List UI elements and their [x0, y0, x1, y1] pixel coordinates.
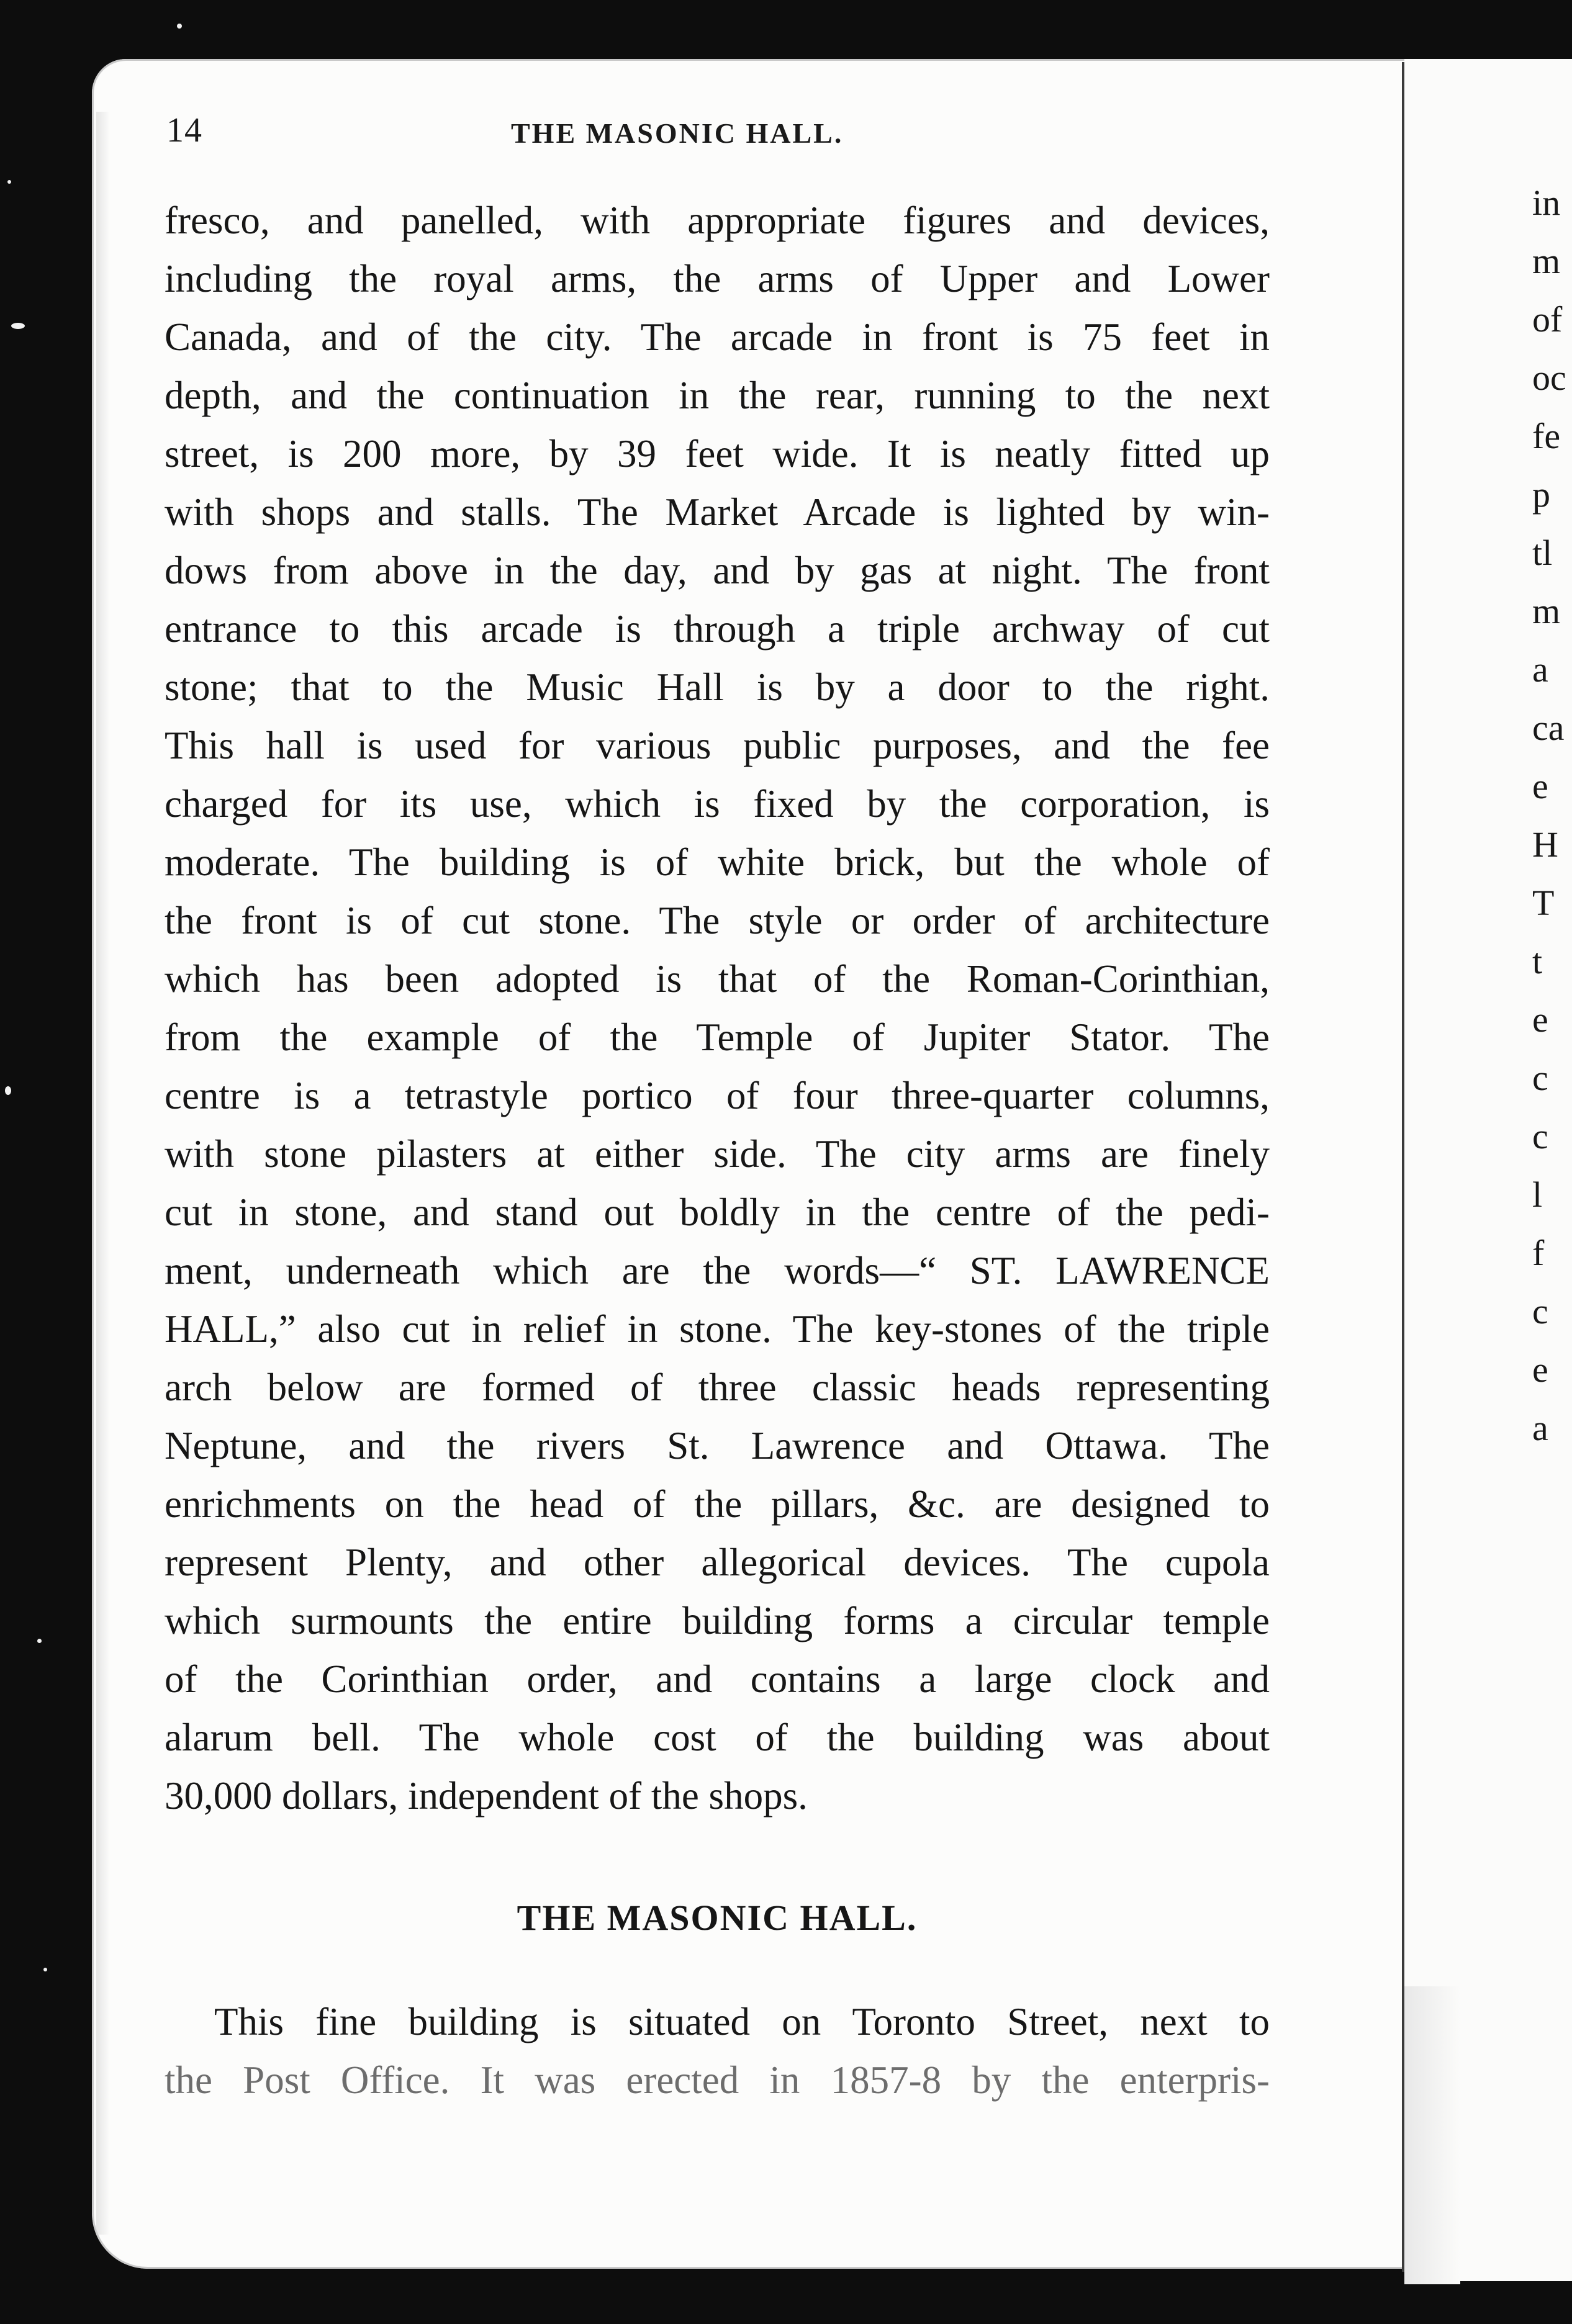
fragment-text: e [1532, 999, 1548, 1040]
fragment-text: in [1532, 182, 1561, 223]
text-line: enrichments on the head of the pillars, &c. are designed to [165, 1482, 1270, 1526]
text-line: from the example of the Temple of Jupiter Stator. The [165, 1016, 1270, 1059]
text-line: This hall is used for various public purposes, and the fee [165, 724, 1270, 767]
text-line: with shops and stalls. The Market Arcade is lighted by win- [165, 490, 1270, 534]
scan-speck [43, 1968, 47, 1971]
paragraph-masonic-hall [165, 1993, 1270, 2109]
fragment-text: e [1532, 1349, 1548, 1390]
fragment-text: oc [1532, 358, 1566, 398]
facing-page-text-fragments [1532, 174, 1572, 1457]
text-line: This fine building is situated on Toronto Street, next to [214, 2000, 1270, 2043]
fragment-text: c [1532, 1116, 1548, 1156]
text-line: including the royal arms, the arms of Upper and Lower [165, 257, 1270, 300]
text-line: arch below are formed of three classic heads representing [165, 1366, 1270, 1409]
facing-page-edge [1404, 1986, 1460, 2284]
book-gutter [1402, 62, 1404, 2272]
fragment-text: f [1532, 1233, 1545, 1273]
scan-speck [11, 323, 25, 329]
fragment-text: tl [1532, 533, 1553, 573]
running-head-title: THE MASONIC HALL. [511, 117, 844, 149]
fragment-text: m [1532, 241, 1561, 281]
fragment-text: t [1532, 941, 1543, 981]
text-line: street, is 200 more, by 39 feet wide. It is neatly fitted up [165, 432, 1270, 475]
fragment-text: m [1532, 591, 1561, 631]
text-line: moderate. The building is of white brick, but the whole of [165, 840, 1270, 884]
text-line: depth, and the continuation in the rear, running to the next [165, 374, 1270, 417]
text-line: stone; that to the Music Hall is by a door to the right. [165, 665, 1270, 709]
scan-speck [7, 180, 11, 184]
text-line: charged for its use, which is fixed by the corporation, is [165, 782, 1270, 826]
text-line: alarum bell. The whole cost of the building was about [165, 1716, 1270, 1759]
text-line: which surmounts the entire building forms a circular temple [165, 1599, 1270, 1642]
section-heading: THE MASONIC HALL. [517, 1898, 918, 1938]
scan-speck [5, 1086, 11, 1095]
paragraph-arcade-description [165, 191, 1270, 1825]
text-line: HALL,” also cut in relief in stone. The key-stones of the triple [165, 1307, 1270, 1351]
text-line: represent Plenty, and other allegorical devices. The cupola [165, 1541, 1270, 1584]
scan-speck [177, 24, 182, 29]
fragment-text: p [1532, 474, 1550, 515]
fragment-text: T [1532, 883, 1555, 923]
fragment-text: of [1532, 299, 1563, 340]
text-line: fresco, and panelled, with appropriate figures and devices, [165, 199, 1270, 242]
fragment-text: e [1532, 766, 1548, 806]
page-edge-shadow [96, 112, 110, 2235]
fragment-text: a [1532, 1408, 1548, 1448]
fragment-text: ca [1532, 708, 1565, 748]
fragment-text: c [1532, 1058, 1548, 1098]
text-line: which has been adopted is that of the Roman-Corinthian, [165, 957, 1270, 1001]
text-line: with stone pilasters at either side. The city arms are finely [165, 1132, 1270, 1176]
fragment-text: fe [1532, 416, 1561, 456]
text-line: Canada, and of the city. The arcade in front is 75 feet in [165, 315, 1270, 359]
fragment-text: H [1532, 824, 1558, 865]
text-line: dows from above in the day, and by gas at night. The front [165, 549, 1270, 592]
fragment-text: a [1532, 649, 1548, 690]
scan-speck [37, 1639, 42, 1643]
fragment-text: c [1532, 1291, 1548, 1331]
text-line: the Post Office. It was erected in 1857-8 by the enterpris- [165, 2058, 1270, 2102]
text-line: ment, underneath which are the words—“ ST. LAWRENCE [165, 1249, 1270, 1292]
text-line: of the Corinthian order, and contains a large clock and [165, 1657, 1270, 1701]
text-line: cut in stone, and stand out boldly in the centre of the pedi- [165, 1191, 1270, 1234]
text-line: Neptune, and the rivers St. Lawrence and Ottawa. The [165, 1424, 1270, 1467]
text-line: 30,000 dollars, independent of the shops. [165, 1774, 808, 1817]
text-line: centre is a tetrastyle portico of four three-quarter columns, [165, 1074, 1270, 1117]
page-number: 14 [166, 111, 202, 150]
text-line: the front is of cut stone. The style or order of architecture [165, 899, 1270, 942]
fragment-text: l [1532, 1174, 1543, 1215]
running-head [166, 110, 1296, 160]
text-line: entrance to this arcade is through a triple archway of cut [165, 607, 1270, 651]
